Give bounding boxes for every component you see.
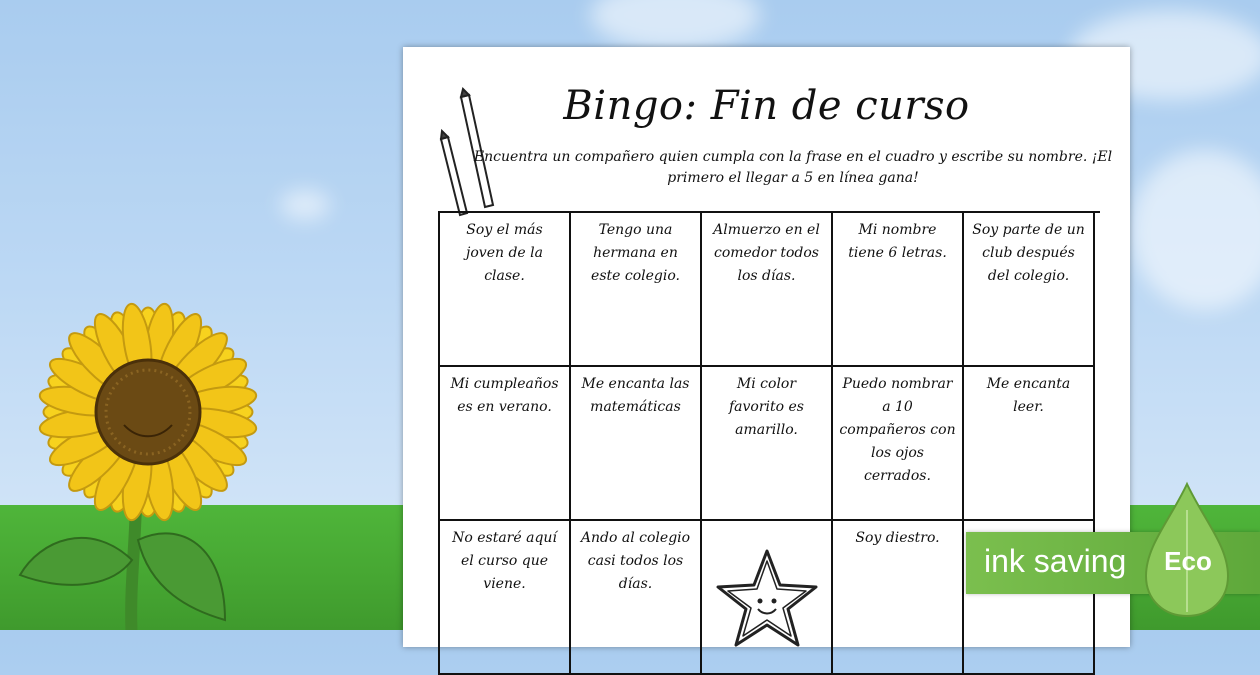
bingo-cell: Me encanta leer. (964, 367, 1095, 521)
worksheet-instructions: Encuentra un compañero quien cumpla con la frase en el cuadro y escribe su nombre. ¡El primero el llegar a 5 en línea gana! (473, 149, 1113, 186)
bingo-grid (438, 211, 1100, 675)
bingo-cell: Almuerzo en el comedor todos los días. (702, 213, 833, 367)
star-icon (712, 545, 822, 655)
bingo-cell: Soy el más joven de la clase. (440, 213, 571, 367)
eco-label: Eco (1164, 546, 1212, 576)
bingo-cell: Ando al colegio casi todos los días. (571, 521, 702, 675)
bingo-cell: Mi nombre tiene 6 letras. (833, 213, 964, 367)
bingo-cell: Soy parte de un club después del colegio. (964, 213, 1095, 367)
bingo-cell: Puedo nombrar a 10 compañeros con los ojos cerrados. (833, 367, 964, 521)
bingo-cell: No estaré aquí el curso que viene. (440, 521, 571, 675)
bingo-cell: Me encanta las matemáticas (571, 367, 702, 521)
worksheet-title: Bingo: Fin de curso (563, 83, 970, 129)
sunflower-illustration (0, 0, 300, 630)
bingo-cell: Tengo una hermana en este colegio. (571, 213, 702, 367)
cloud (1130, 150, 1260, 310)
bingo-free-cell (702, 521, 833, 675)
bingo-cell: Mi cumpleaños es en verano. (440, 367, 571, 521)
bingo-cell: Mi color favorito es amarillo. (702, 367, 833, 521)
cloud (590, 0, 760, 50)
ink-saving-label: ink saving (984, 543, 1127, 579)
bingo-cell: Soy diestro. (833, 521, 964, 675)
